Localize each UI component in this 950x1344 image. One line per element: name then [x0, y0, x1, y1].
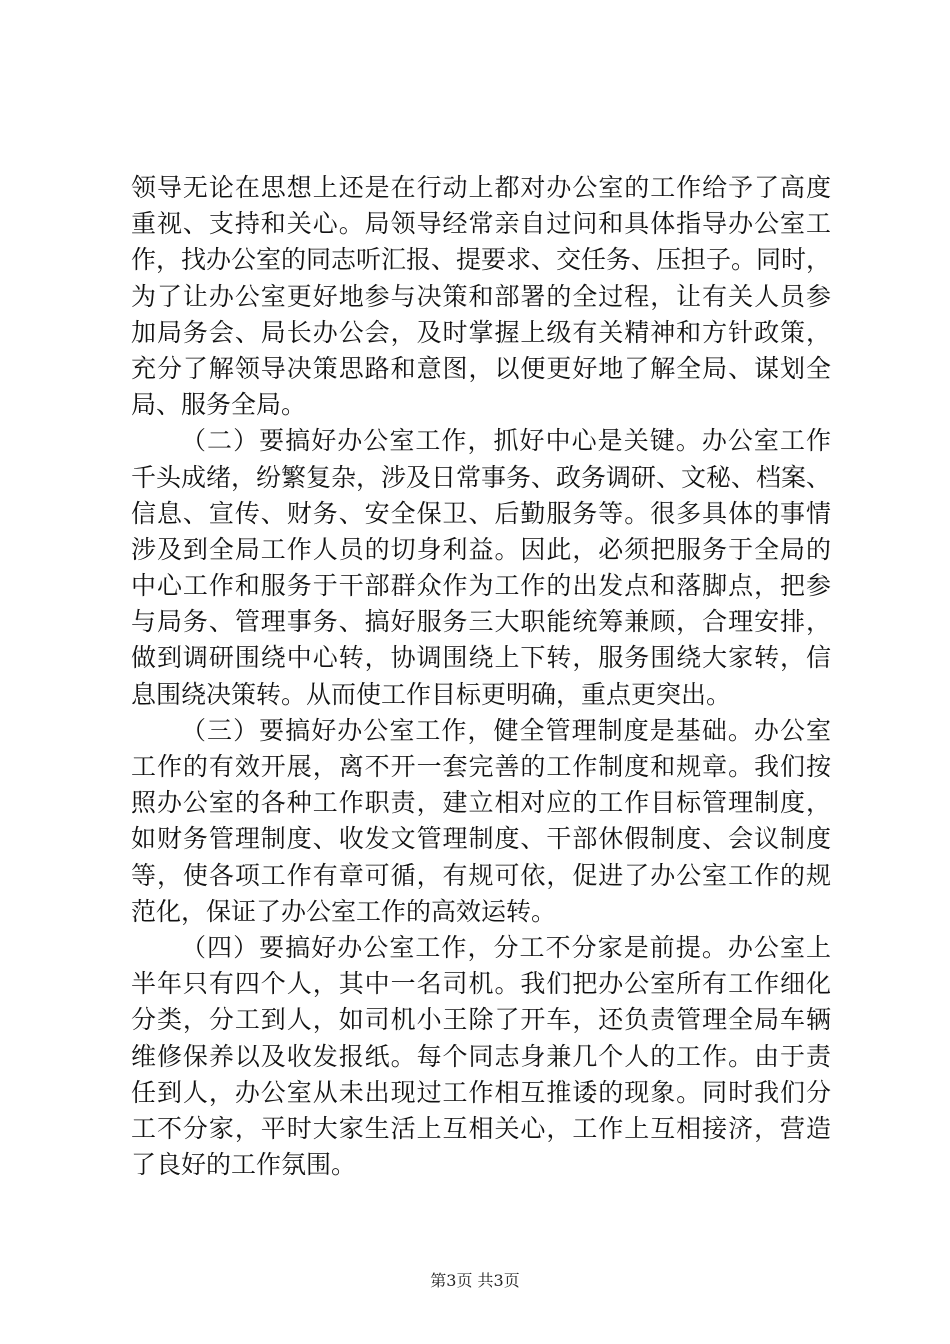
- text-line: 加局务会、局长办公会，及时掌握上级有关精神和方针政策，: [131, 317, 831, 347]
- text-line: 任到人，办公室从未出现过工作相互推诿的现象。同时我们分: [131, 1077, 831, 1107]
- text-line: 为了让办公室更好地参与决策和部署的全过程，让有关人员参: [131, 281, 831, 311]
- text-line: 等，使各项工作有章可循，有规可依，促进了办公室工作的规: [131, 860, 831, 890]
- text-line: 范化，保证了办公室工作的高效运转。: [131, 896, 557, 926]
- text-line: 半年只有四个人，其中一名司机。我们把办公室所有工作细化: [131, 969, 831, 999]
- text-line: 信息、宣传、财务、安全保卫、后勤服务等。很多具体的事情: [131, 498, 831, 528]
- text-line: 涉及到全局工作人员的切身利益。因此，必须把服务于全局的: [131, 534, 831, 564]
- text-line: 中心工作和服务于干部群众作为工作的出发点和落脚点，把参: [131, 571, 831, 601]
- text-line: 做到调研围绕中心转，协调围绕上下转，服务围绕大家转，信: [131, 643, 831, 673]
- paragraph-heading-line: （二）要搞好办公室工作，抓好中心是关键。办公室工作: [181, 426, 831, 456]
- text-line: 局、服务全局。: [131, 390, 307, 420]
- text-line: 工不分家，平时大家生活上互相关心，工作上互相接济，营造: [131, 1113, 831, 1143]
- text-line: 千头成绪，纷繁复杂，涉及日常事务、政务调研、文秘、档案、: [131, 462, 832, 492]
- text-line: 了良好的工作氛围。: [131, 1150, 357, 1180]
- document-body: [131, 170, 831, 1183]
- page-footer: 第3页 共3页: [430, 1271, 520, 1290]
- paragraph-heading-line: （三）要搞好办公室工作，健全管理制度是基础。办公室: [181, 715, 831, 745]
- text-line: 维修保养以及收发报纸。每个同志身兼几个人的工作。由于责: [131, 1041, 831, 1071]
- text-line: 作，找办公室的同志听汇报、提要求、交任务、压担子。同时，: [131, 245, 832, 275]
- text-line: 息围绕决策转。从而使工作目标更明确，重点更突出。: [131, 679, 732, 709]
- text-line: 分类，分工到人，如司机小王除了开车，还负责管理全局车辆: [131, 1005, 831, 1035]
- text-line: 与局务、管理事务、搞好服务三大职能统筹兼顾，合理安排，: [131, 607, 831, 637]
- text-line: 照办公室的各种工作职责，建立相对应的工作目标管理制度，: [131, 788, 831, 818]
- text-line: 重视、支持和关心。局领导经常亲自过问和具体指导办公室工: [131, 209, 831, 239]
- text-line: 如财务管理制度、收发文管理制度、干部休假制度、会议制度: [131, 824, 831, 854]
- text-line: 工作的有效开展，离不开一套完善的工作制度和规章。我们按: [131, 752, 831, 781]
- text-line: 充分了解领导决策思路和意图，以便更好地了解全局、谋划全: [131, 353, 831, 383]
- paragraph-heading-line: （四）要搞好办公室工作，分工不分家是前提。办公室上: [181, 932, 831, 962]
- text-line: 领导无论在思想上还是在行动上都对办公室的工作给予了高度: [131, 173, 831, 202]
